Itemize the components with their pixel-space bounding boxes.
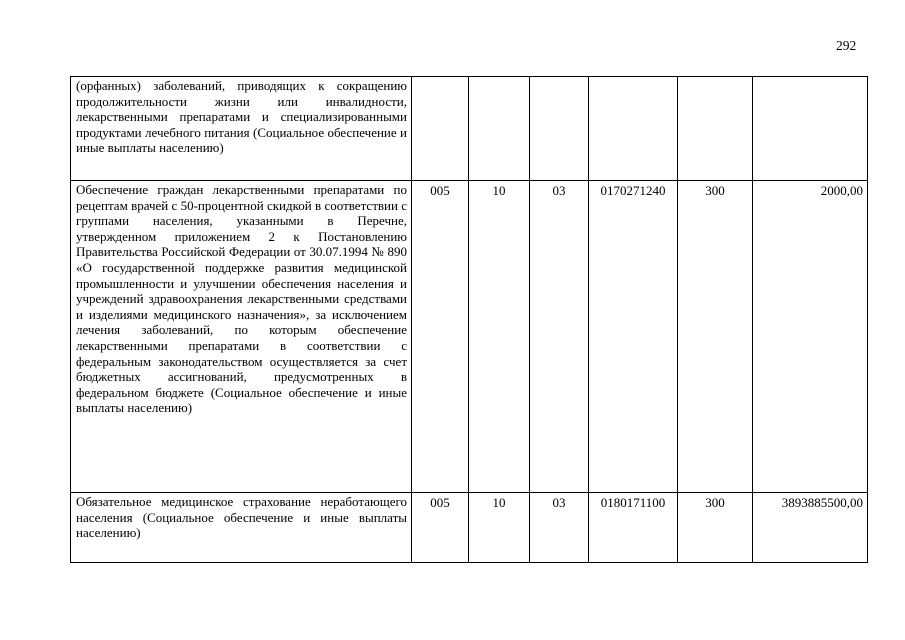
section-code: 10 (469, 181, 530, 493)
subsection-code: 03 (530, 493, 589, 563)
target-article-code: 0180171100 (589, 493, 678, 563)
table-row (71, 77, 868, 181)
table-row (71, 181, 868, 493)
subsection-code: 03 (530, 181, 589, 493)
amount: 2000,00 (753, 181, 868, 493)
target-article-code: 0170271240 (589, 181, 678, 493)
table-row (71, 493, 868, 563)
amount (753, 77, 868, 181)
section-code: 10 (469, 493, 530, 563)
amount: 3893885500,00 (753, 493, 868, 563)
budget-table (70, 76, 868, 563)
ministry-code (412, 77, 469, 181)
row-description: (орфанных) заболеваний, приводящих к сокращению продолжительности жизни или инвалидности, лекарственными препаратами и специализированными продуктами лечебного питания (Социальное обеспечение и иные выплаты населению) (71, 77, 412, 181)
page-number: 292 (836, 38, 857, 53)
row-description: Обеспечение граждан лекарственными препаратами по рецептам врачей с 50-процентной скидкой в соответствии с группами населения, указанными в Перечне, утвержденном приложением 2 к Постановлению Правительства Российской Федерации от 30.07.1994 № 890 «О государственной поддержке развития медицинской промышленности и улучшении обеспечения населения и учреждений здравоохранения лекарственными средствами и изделиями медицинского назначения», за исключением лечения заболеваний, по которым обеспечение лекарственными препаратами в соответствии с федеральным законодательством осуществляется за счет бюджетных ассигнований, предусмотренных в федеральном бюджете (Социальное обеспечение и иные выплаты населению) (71, 181, 412, 493)
expense-type-code: 300 (678, 493, 753, 563)
expense-type-code: 300 (678, 181, 753, 493)
target-article-code (589, 77, 678, 181)
subsection-code (530, 77, 589, 181)
row-description: Обязательное медицинское страхование неработающего населения (Социальное обеспечение и иные выплаты населению) (71, 493, 412, 563)
ministry-code: 005 (412, 493, 469, 563)
section-code (469, 77, 530, 181)
ministry-code: 005 (412, 181, 469, 493)
expense-type-code (678, 77, 753, 181)
